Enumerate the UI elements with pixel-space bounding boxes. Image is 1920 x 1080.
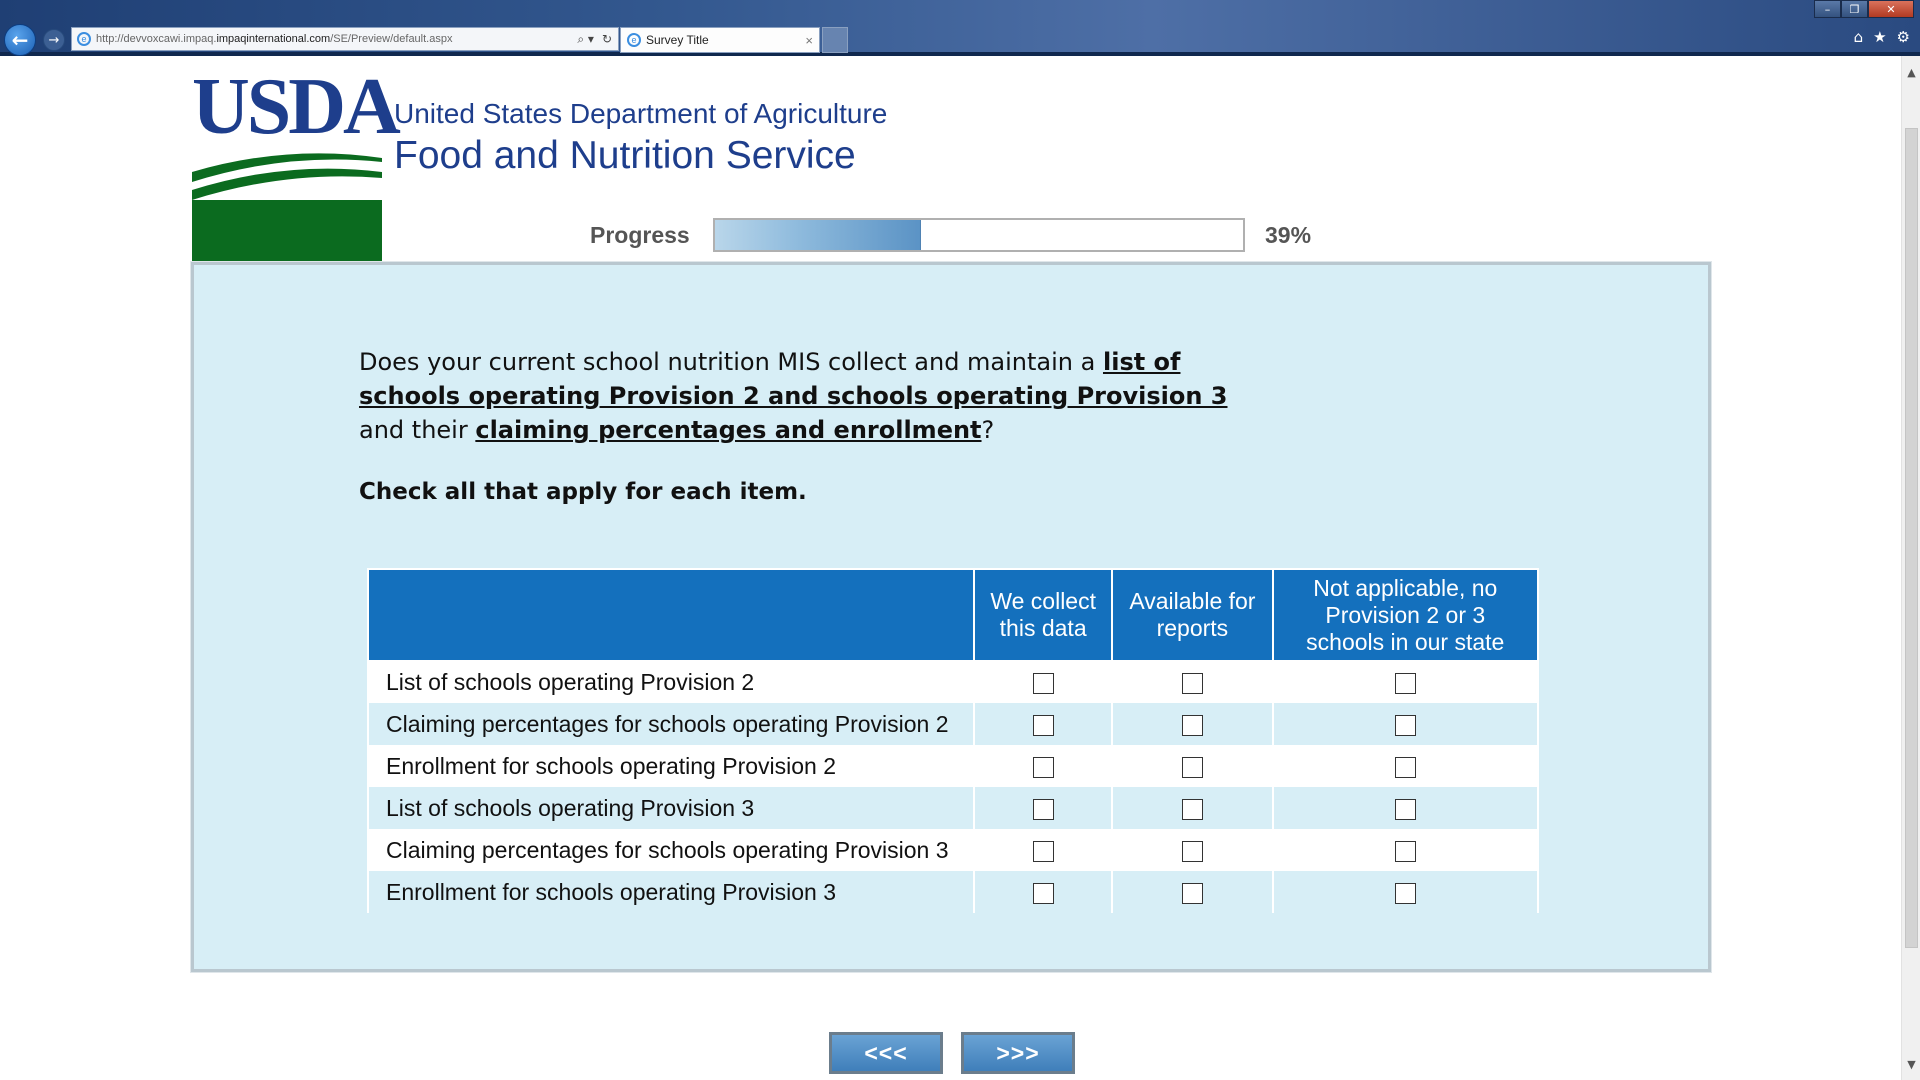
grid-row xyxy=(368,871,1538,913)
grid-row-label: List of schools operating Provision 3 xyxy=(368,787,974,829)
checkbox-collect[interactable] xyxy=(1033,799,1054,820)
agency-department: United States Department of Agriculture xyxy=(394,98,888,129)
checkbox-collect[interactable] xyxy=(1033,673,1054,694)
usda-field-graphic xyxy=(192,138,382,272)
url-prefix: http://devvoxcawi.impaq. xyxy=(96,33,217,45)
checkbox-reports[interactable] xyxy=(1182,799,1203,820)
grid-row xyxy=(368,787,1538,829)
previous-button[interactable]: <<< xyxy=(829,1032,943,1074)
checkbox-not-applicable[interactable] xyxy=(1395,673,1416,694)
checkbox-collect[interactable] xyxy=(1033,841,1054,862)
scroll-down-icon[interactable]: ▼ xyxy=(1907,1057,1916,1071)
usda-wordmark: USDA xyxy=(192,63,398,151)
grid-header-reports: Available for reports xyxy=(1112,569,1272,661)
question-part-1: Does your current school nutrition MIS collect and maintain a xyxy=(359,348,1103,376)
address-bar[interactable] xyxy=(71,27,619,51)
tab-title: Survey Title xyxy=(646,33,709,47)
home-icon[interactable]: ⌂ xyxy=(1853,28,1864,46)
checkbox-collect[interactable] xyxy=(1033,715,1054,736)
grid-row xyxy=(368,661,1538,703)
next-button[interactable]: >>> xyxy=(961,1032,1075,1074)
browser-toolbar xyxy=(1854,28,1910,46)
instruction-text: Check all that apply for each item. xyxy=(359,479,807,505)
search-dropdown-icon[interactable]: ⌕ ▾ xyxy=(577,31,594,46)
question-panel xyxy=(191,262,1711,972)
vertical-scrollbar[interactable] xyxy=(1901,56,1920,1080)
forward-button[interactable] xyxy=(43,29,65,51)
grid-row-label: Enrollment for schools operating Provision 2 xyxy=(368,745,974,787)
checkbox-not-applicable[interactable] xyxy=(1395,883,1416,904)
grid-row-label: Claiming percentages for schools operating Provision 3 xyxy=(368,829,974,871)
tab-close-icon[interactable]: × xyxy=(805,32,813,48)
grid-row xyxy=(368,745,1538,787)
question-part-3: ? xyxy=(981,416,995,444)
checkbox-reports[interactable] xyxy=(1182,673,1203,694)
question-part-2: and their xyxy=(359,416,476,444)
grid-row-label: Claiming percentages for schools operating Provision 2 xyxy=(368,703,974,745)
forward-arrow-icon: → xyxy=(48,32,60,48)
checkbox-reports[interactable] xyxy=(1182,715,1203,736)
definition-link-list-of-schools[interactable]: list of schools operating Provision 2 and schools operating Provision 3 xyxy=(359,348,1228,410)
checkbox-not-applicable[interactable] xyxy=(1395,757,1416,778)
url-path: /SE/Preview/default.aspx xyxy=(330,33,453,45)
response-grid xyxy=(367,568,1539,913)
progress-percent: 39% xyxy=(1265,222,1312,248)
checkbox-collect[interactable] xyxy=(1033,757,1054,778)
grid-header-collect: We collect this data xyxy=(974,569,1112,661)
progress-fill xyxy=(715,220,921,250)
progress-label: Progress xyxy=(590,222,690,248)
grid-header-not-applicable: Not applicable, no Provision 2 or 3 schools in our state xyxy=(1273,569,1538,661)
checkbox-not-applicable[interactable] xyxy=(1395,715,1416,736)
scrollbar-thumb[interactable] xyxy=(1905,128,1918,948)
grid-row xyxy=(368,829,1538,871)
ie-page-icon: e xyxy=(77,32,91,46)
agency-name: Food and Nutrition Service xyxy=(394,134,856,177)
checkbox-reports[interactable] xyxy=(1182,883,1203,904)
tools-gear-icon[interactable]: ⚙ xyxy=(1896,28,1910,46)
grid-row-label: Enrollment for schools operating Provision 3 xyxy=(368,871,974,913)
favorites-star-icon[interactable]: ★ xyxy=(1873,28,1887,46)
grid-row xyxy=(368,703,1538,745)
address-url[interactable] xyxy=(96,33,577,45)
window-controls xyxy=(1814,0,1914,18)
scroll-up-icon[interactable]: ▲ xyxy=(1907,65,1916,79)
refresh-icon[interactable]: ↻ xyxy=(601,31,612,46)
browser-chrome-divider xyxy=(0,52,1920,56)
checkbox-reports[interactable] xyxy=(1182,841,1203,862)
definition-link-claiming-percentages[interactable]: claiming percentages and enrollment xyxy=(475,416,982,444)
restore-button[interactable]: ❐ xyxy=(1841,0,1868,18)
checkbox-not-applicable[interactable] xyxy=(1395,841,1416,862)
new-tab-button[interactable] xyxy=(822,27,848,53)
checkbox-reports[interactable] xyxy=(1182,757,1203,778)
grid-header-row xyxy=(368,569,1538,661)
usda-fns-logo xyxy=(192,63,888,206)
back-arrow-icon: ← xyxy=(11,28,29,52)
progress-bar xyxy=(713,218,1245,252)
url-domain: impaqinternational.com xyxy=(216,33,331,45)
minimize-button[interactable]: – xyxy=(1814,0,1841,18)
grid-header-item xyxy=(368,569,974,661)
checkbox-not-applicable[interactable] xyxy=(1395,799,1416,820)
back-button[interactable] xyxy=(4,24,36,56)
grid-row-label: List of schools operating Provision 2 xyxy=(368,661,974,703)
tab-favicon-icon: e xyxy=(627,33,641,47)
window-close-button[interactable]: ✕ xyxy=(1868,0,1914,18)
question-text xyxy=(359,345,1259,447)
browser-tab[interactable] xyxy=(620,27,820,53)
checkbox-collect[interactable] xyxy=(1033,883,1054,904)
